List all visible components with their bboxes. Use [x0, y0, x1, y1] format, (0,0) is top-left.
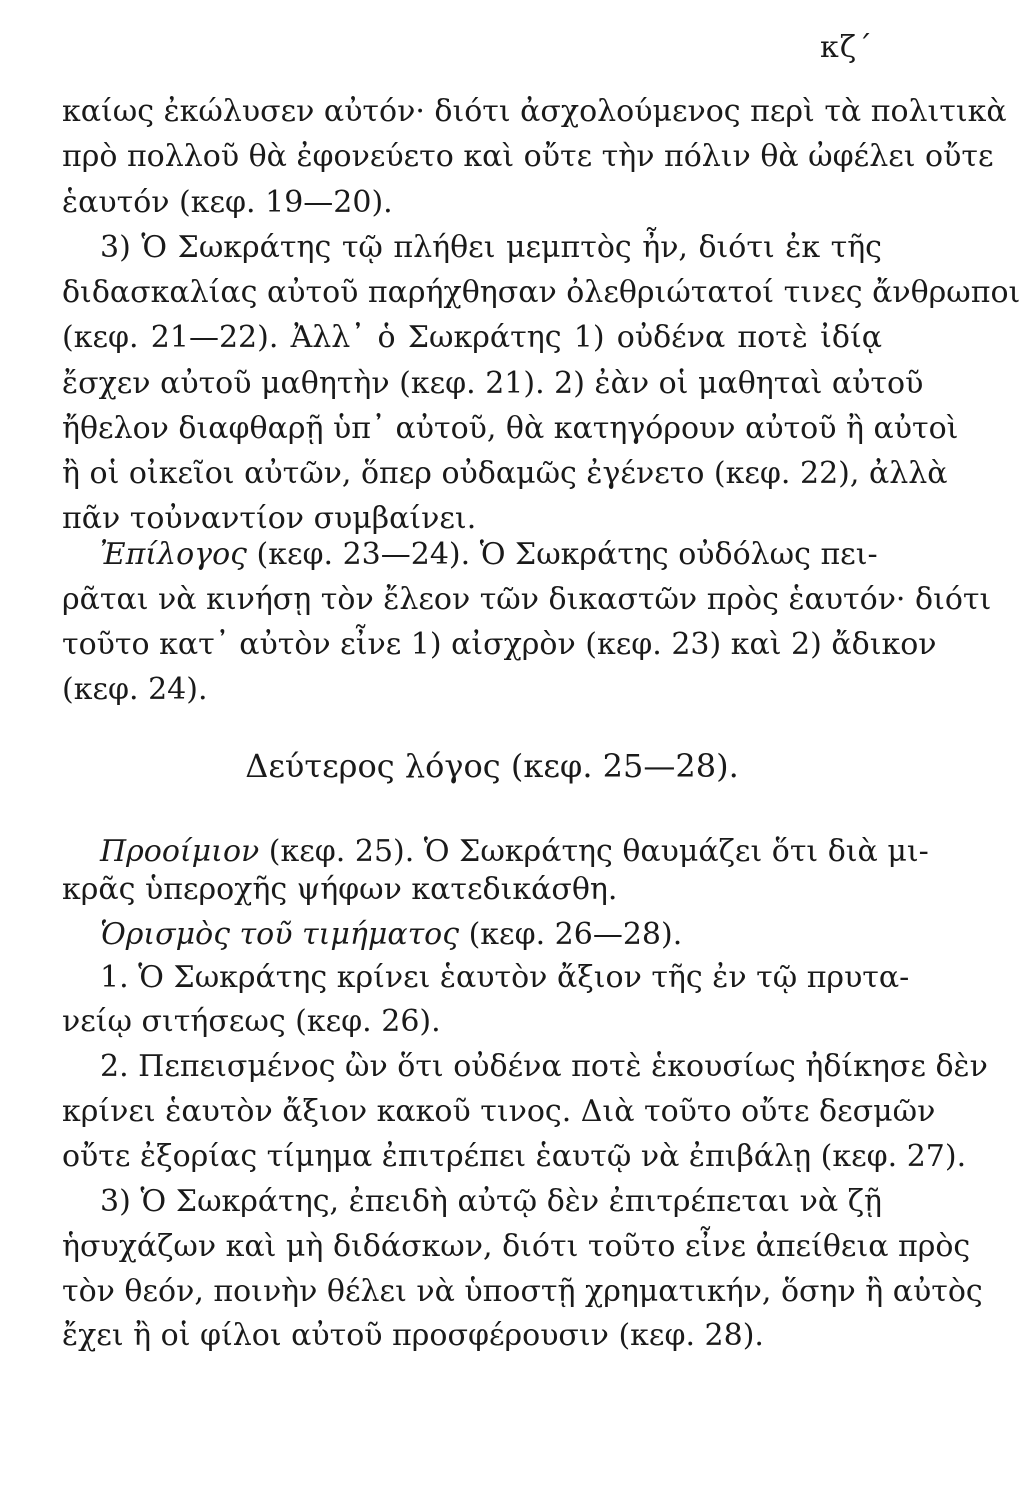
text-line: ἤθελον διαφθαρῇ ὑπ᾽ αὐτοῦ, θὰ κατηγόρουν αὐτοῦ ἢ αὐτοὶ	[62, 411, 959, 446]
text-line: τοῦτο κατ᾽ αὐτὸν εἶνε 1) αἰσχρὸν (κεφ. 23) καὶ 2) ἄδικον	[62, 627, 937, 662]
text-line: (κεφ. 24).	[62, 672, 208, 707]
section-heading: Δεύτερος λόγος (κεφ. 25—28).	[245, 747, 739, 785]
text-line: διδασκαλίας αὐτοῦ παρήχθησαν ὀλεθριώτατοί τινες ἄνθρωποι	[62, 275, 1020, 310]
text-line: πρὸ πολλοῦ θὰ ἐφονεύετο καὶ οὔτε τὴν πόλιν θὰ ὠφέλει οὔτε	[62, 139, 994, 174]
list-item: 1. Ὁ Σωκράτης κρίνει ἑαυτὸν ἄξιον τῆς ἐν τῷ πρυτα-	[100, 960, 910, 995]
text-line: (κεφ. 21—22). Ἀλλ᾽ ὁ Σωκράτης 1) οὐδένα ποτὲ ἰδίᾳ	[62, 320, 882, 355]
text-line: κρίνει ἑαυτὸν ἄξιον κακοῦ τινος. Διὰ τοῦτο οὔτε δεσμῶν	[62, 1094, 936, 1129]
text-line: πᾶν τοὐναντίον συμβαίνει.	[62, 501, 477, 536]
epilogue-line	[100, 535, 882, 575]
text-line: ἑαυτόν (κεφ. 19—20).	[62, 185, 393, 220]
text-line: ἔσχεν αὐτοῦ μαθητὴν (κεφ. 21). 2) ἐὰν οἱ μαθηταὶ αὐτοῦ	[62, 366, 924, 401]
text-line: ἢ οἱ οἰκεῖοι αὐτῶν, ὅπερ οὐδαμῶς ἐγένετο (κεφ. 22), ἀλλὰ	[62, 456, 948, 491]
text-line: ἡσυχάζων καὶ μὴ διδάσκων, διότι τοῦτο εἶνε ἀπείθεια πρὸς	[62, 1229, 971, 1264]
text-line: ἔχει ἢ οἱ φίλοι αὐτοῦ προσφέρουσιν (κεφ. 28).	[62, 1318, 764, 1353]
list-item: 3) Ὁ Σωκράτης, ἐπειδὴ αὐτῷ δὲν ἐπιτρέπεται νὰ ζῇ	[100, 1184, 882, 1219]
orismos-text: (κεφ. 26—28).	[459, 917, 683, 952]
text-line: νείῳ σιτήσεως (κεφ. 26).	[62, 1004, 441, 1039]
text-line: ρᾶται νὰ κινήσῃ τὸν ἔλεον τῶν δικαστῶν πρὸς ἑαυτόν· διότι	[62, 582, 992, 617]
text-line: 3) Ὁ Σωκράτης τῷ πλήθει μεμπτὸς ἦν, διότι ἐκ τῆς	[100, 230, 882, 265]
text-line: τὸν θεόν, ποινὴν θέλει νὰ ὑποστῇ χρηματικήν, ὅσην ἢ αὐτὸς	[62, 1274, 983, 1309]
prooimion-label: Προοίμιον	[100, 834, 260, 869]
prooimion-text: (κεφ. 25). Ὁ Σωκράτης θαυμάζει ὅτι διὰ μι-	[259, 834, 929, 869]
orismos-label: Ὁρισμὸς τοῦ τιμήματος	[100, 917, 460, 952]
orismos-line	[100, 915, 882, 955]
text-line: οὔτε ἐξορίας τίμημα ἐπιτρέπει ἑαυτῷ νὰ ἐπιβάλῃ (κεφ. 27).	[62, 1139, 967, 1174]
epilogue-label: Ἐπίλογος	[100, 537, 247, 572]
text-line: κρᾶς ὑπεροχῆς ψήφων κατεδικάσθη.	[62, 872, 618, 907]
text-line: καίως ἐκώλυσεν αὐτόν· διότι ἀσχολούμενος περὶ τὰ πολιτικὰ	[62, 94, 1007, 129]
prooimion-line	[100, 832, 929, 872]
epilogue-text: (κεφ. 23—24). Ὁ Σωκράτης οὐδόλως πει-	[246, 537, 878, 572]
list-item: 2. Πεπεισμένος ὢν ὅτι οὐδένα ποτὲ ἑκουσίως ἠδίκησε δὲν	[100, 1049, 988, 1084]
page-number: κζ΄	[820, 30, 874, 65]
